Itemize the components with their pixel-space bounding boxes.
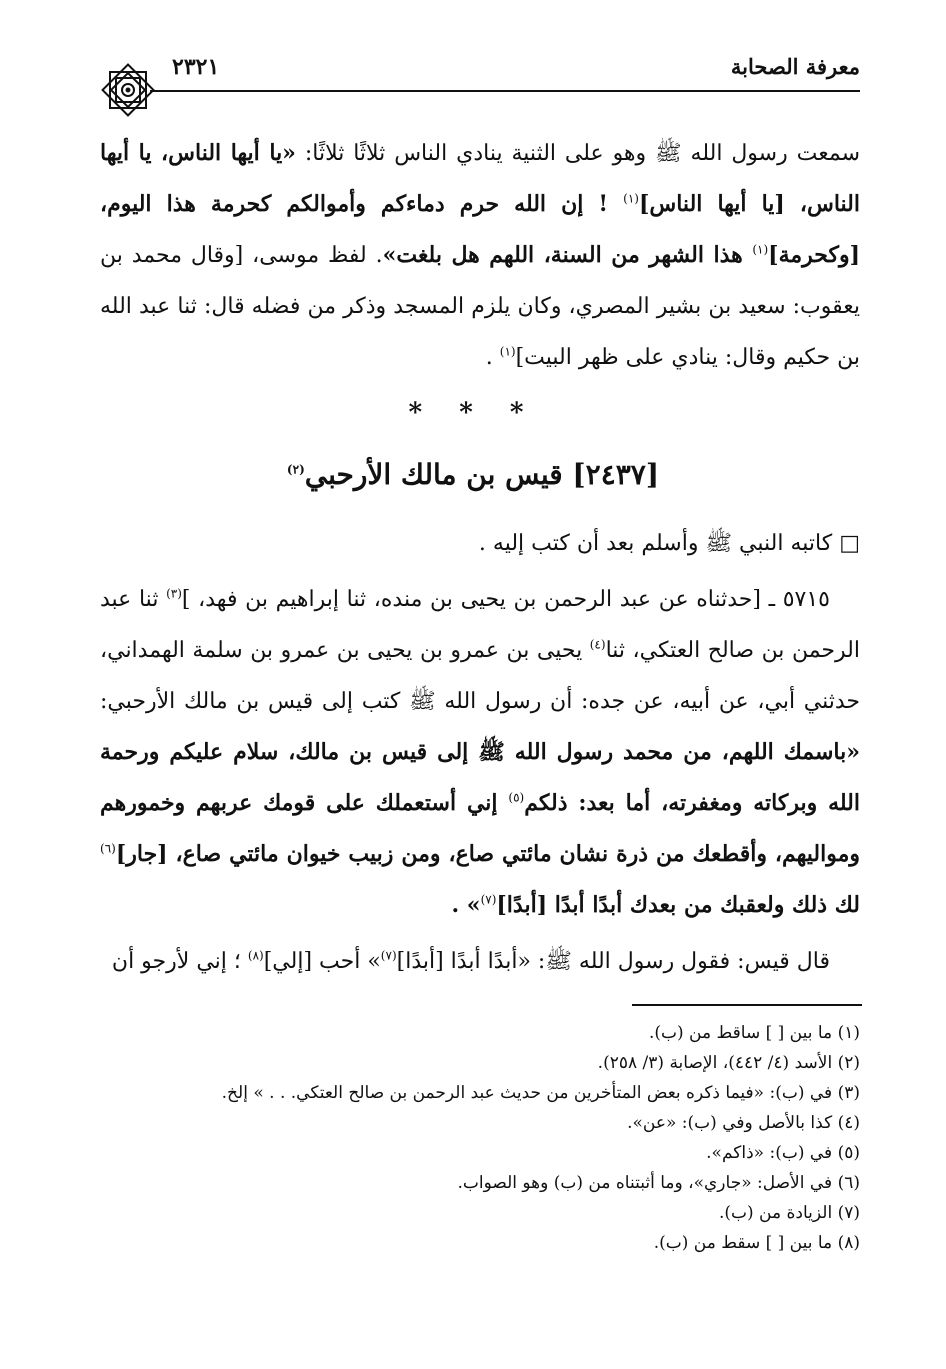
hadith-5715: ٥٧١٥ ـ [حدثناه عن عبد الرحمن بن يحيى بن منده، ثنا إبراهيم بن فهد، ]$^{(٣)}$ ثنا عبد الرحمن بن صالح العتكي، ثنا$^{(٤)}$ يحيى بن عمرو بن يحيى بن عمرو بن سلمة الهمداني، حدثني أبي، عن أبيه، عن جده: أن رسول الله ﷺ كتب إلى قيس بن مالك الأرحبي: «باسمك اللهم، من محمد رسول الله ﷺ إلى قيس بن مالك، سلام عليكم ورحمة الله وبركاته ومغفرته، أما بعد: ذلكم$^{(٥)}$ إني أستعملك على قومك عربهم وخمورهم ومواليهم، وأقطعك من ذرة نشان مائتي صاع، ومن زبيب خيوان مائتي صاع، [جار]$^{(٦)}$ لك ذلك ولعقبك من بعدك أبدًا أبدًا [أبدًا]$^{(٧)}$» .	[100, 586, 861, 918]
running-title: معرفة الصحابة	[730, 54, 860, 79]
page-number-ornament-icon	[96, 58, 160, 122]
footnote: (٦) في الأصل: «جاري»، وما أثبتناه من (ب) وهو الصواب.	[457, 1173, 860, 1193]
footnote: (٤) كذا بالأصل وفي (ب): «عن».	[627, 1113, 860, 1133]
footnote-rule	[632, 1004, 862, 1006]
footnote: (٧) الزيادة من (ب).	[718, 1203, 860, 1223]
header-rule	[150, 90, 860, 92]
entry-intro: □ كاتبه النبي ﷺ وأسلم بعد أن كتب إليه .	[478, 531, 860, 556]
footnote: (٥) في (ب): «ذاكم».	[706, 1143, 860, 1163]
footnote: (٣) في (ب): «فيما ذكره بعض المتأخرين من حديث عبد الرحمن بن صالح العتكي. . . » إلخ.	[221, 1083, 860, 1103]
page-number: ٢٣٢١	[172, 54, 220, 80]
entry-heading: [٢٤٣٧] قيس بن مالك الأرحبي$^{(٢)}$	[286, 458, 660, 491]
section-separator: * * *	[408, 398, 538, 428]
footnote: (١) ما بين [ ] ساقط من (ب).	[648, 1023, 860, 1043]
closing-paragraph: قال قيس: فقول رسول الله ﷺ: «أبدًا أبدًا [أبدًا]$^{(٧)}$» أحب [إلي]$^{(٨)}$ ؛ إني لأرجو أن	[111, 948, 830, 974]
footnote: (٢) الأسد (٤/ ٤٤٢)، الإصابة (٣/ ٢٥٨).	[597, 1053, 860, 1073]
footnotes	[100, 1018, 860, 1258]
footnote: (٨) ما بين [ ] سقط من (ب).	[653, 1233, 860, 1253]
square-bullet-icon: □	[839, 531, 860, 556]
paragraph-1: سمعت رسول الله ﷺ وهو على الثنية ينادي الناس ثلاثًا ثلاثًا: «يا أيها الناس، يا أيها الناس، [يا أيها الناس]$^{(١)}$ ! إن الله حرم دماءكم وأموالكم كحرمة هذا اليوم، [وكحرمة]$^{(١)}$ هذا الشهر من السنة، اللهم هل بلغت». لفظ موسى، [وقال محمد بن يعقوب: سعيد بن بشير المصري، وكان يلزم المسجد وذكر من فضله قال: ثنا عبد الله بن حكيم وقال: ينادي على ظهر البيت]$^{(١)}$ .	[100, 140, 860, 370]
